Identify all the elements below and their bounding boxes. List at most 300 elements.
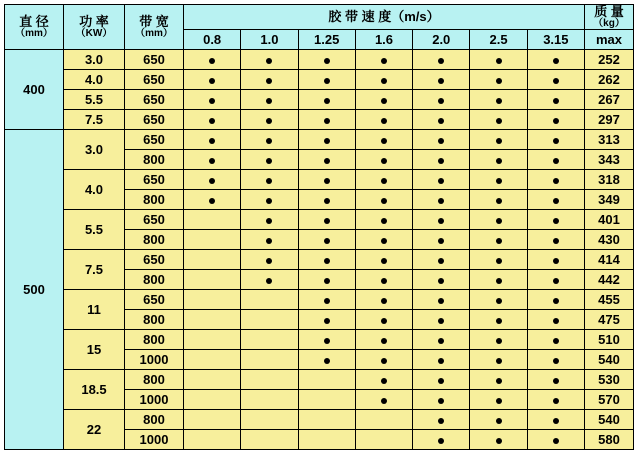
availability-dot-icon: [381, 318, 387, 324]
cell-speed-empty: [184, 350, 241, 370]
availability-dot-icon: [553, 58, 559, 64]
availability-dot-icon: [381, 198, 387, 204]
cell-speed-empty: [241, 350, 298, 370]
cell-speed-available: [241, 130, 298, 150]
cell-speed-available: [413, 210, 470, 230]
header-mass-label: 质 量: [594, 4, 624, 19]
cell-speed-empty: [184, 210, 241, 230]
availability-dot-icon: [266, 58, 272, 64]
availability-dot-icon: [553, 138, 559, 144]
table-body: [5, 50, 634, 450]
availability-dot-icon: [496, 298, 502, 304]
cell-speed-available: [241, 170, 298, 190]
availability-dot-icon: [496, 398, 502, 404]
cell-speed-available: [470, 330, 527, 350]
table-row: [5, 330, 634, 350]
availability-dot-icon: [496, 238, 502, 244]
cell-speed-available: [470, 350, 527, 370]
cell-speed-available: [527, 130, 584, 150]
availability-dot-icon: [438, 118, 444, 124]
cell-speed-available: [184, 90, 241, 110]
cell-speed-available: [527, 390, 584, 410]
cell-bandwidth: 800: [125, 370, 184, 390]
availability-dot-icon: [209, 118, 215, 124]
cell-speed-available: [298, 330, 355, 350]
cell-power: 3.0: [64, 130, 125, 170]
header-speed-col: 1.6: [355, 30, 412, 50]
cell-speed-available: [470, 270, 527, 290]
cell-speed-available: [355, 210, 412, 230]
cell-speed-empty: [184, 370, 241, 390]
cell-speed-available: [527, 110, 584, 130]
cell-speed-available: [527, 250, 584, 270]
header-diameter-label: 直 径: [19, 14, 49, 29]
availability-dot-icon: [438, 338, 444, 344]
cell-mass: 318: [585, 170, 634, 190]
availability-dot-icon: [381, 358, 387, 364]
cell-speed-available: [298, 270, 355, 290]
cell-speed-available: [298, 130, 355, 150]
cell-speed-available: [413, 110, 470, 130]
availability-dot-icon: [496, 358, 502, 364]
cell-speed-available: [241, 70, 298, 90]
availability-dot-icon: [438, 138, 444, 144]
availability-dot-icon: [324, 58, 330, 64]
cell-speed-available: [470, 190, 527, 210]
cell-mass: 262: [585, 70, 634, 90]
availability-dot-icon: [438, 278, 444, 284]
availability-dot-icon: [381, 378, 387, 384]
availability-dot-icon: [209, 198, 215, 204]
availability-dot-icon: [496, 178, 502, 184]
cell-speed-empty: [184, 290, 241, 310]
cell-mass: 540: [585, 350, 634, 370]
cell-power: 7.5: [64, 250, 125, 290]
availability-dot-icon: [438, 258, 444, 264]
cell-speed-available: [355, 110, 412, 130]
availability-dot-icon: [381, 238, 387, 244]
availability-dot-icon: [553, 118, 559, 124]
cell-speed-available: [413, 190, 470, 210]
cell-speed-available: [413, 250, 470, 270]
cell-power: 4.0: [64, 70, 125, 90]
cell-bandwidth: 800: [125, 310, 184, 330]
table-row: [5, 70, 634, 90]
cell-speed-empty: [184, 230, 241, 250]
availability-dot-icon: [438, 418, 444, 424]
availability-dot-icon: [381, 118, 387, 124]
cell-speed-available: [413, 430, 470, 450]
cell-mass: 510: [585, 330, 634, 350]
cell-speed-available: [241, 150, 298, 170]
cell-speed-available: [241, 210, 298, 230]
cell-power: 22: [64, 410, 125, 450]
cell-bandwidth: 800: [125, 150, 184, 170]
cell-bandwidth: 650: [125, 90, 184, 110]
availability-dot-icon: [324, 178, 330, 184]
availability-dot-icon: [324, 78, 330, 84]
cell-speed-available: [355, 90, 412, 110]
table-row: [5, 370, 634, 390]
availability-dot-icon: [324, 198, 330, 204]
availability-dot-icon: [381, 278, 387, 284]
cell-power: 4.0: [64, 170, 125, 210]
availability-dot-icon: [496, 218, 502, 224]
cell-speed-available: [470, 230, 527, 250]
cell-bandwidth: 650: [125, 110, 184, 130]
availability-dot-icon: [496, 78, 502, 84]
availability-dot-icon: [266, 238, 272, 244]
availability-dot-icon: [496, 418, 502, 424]
cell-speed-available: [355, 370, 412, 390]
availability-dot-icon: [209, 58, 215, 64]
header-power-unit: （KW）: [75, 27, 113, 39]
header-speed-col: 2.0: [413, 30, 470, 50]
cell-speed-available: [413, 410, 470, 430]
availability-dot-icon: [553, 398, 559, 404]
cell-speed-available: [298, 70, 355, 90]
availability-dot-icon: [553, 298, 559, 304]
availability-dot-icon: [553, 218, 559, 224]
cell-speed-available: [413, 170, 470, 190]
availability-dot-icon: [324, 338, 330, 344]
cell-speed-available: [470, 410, 527, 430]
cell-speed-available: [470, 390, 527, 410]
availability-dot-icon: [381, 98, 387, 104]
cell-bandwidth: 800: [125, 410, 184, 430]
availability-dot-icon: [438, 158, 444, 164]
availability-dot-icon: [553, 78, 559, 84]
availability-dot-icon: [438, 298, 444, 304]
cell-speed-empty: [298, 390, 355, 410]
cell-speed-available: [470, 250, 527, 270]
table-row: [5, 90, 634, 110]
availability-dot-icon: [324, 158, 330, 164]
cell-speed-available: [413, 310, 470, 330]
table-row: [5, 170, 634, 190]
cell-speed-available: [241, 230, 298, 250]
availability-dot-icon: [553, 418, 559, 424]
availability-dot-icon: [381, 258, 387, 264]
availability-dot-icon: [553, 358, 559, 364]
cell-speed-available: [527, 310, 584, 330]
availability-dot-icon: [496, 138, 502, 144]
availability-dot-icon: [438, 58, 444, 64]
availability-dot-icon: [266, 278, 272, 284]
availability-dot-icon: [496, 98, 502, 104]
cell-speed-available: [413, 290, 470, 310]
cell-speed-available: [527, 70, 584, 90]
cell-mass: 442: [585, 270, 634, 290]
availability-dot-icon: [266, 218, 272, 224]
availability-dot-icon: [324, 98, 330, 104]
cell-bandwidth: 650: [125, 170, 184, 190]
cell-bandwidth: 650: [125, 290, 184, 310]
cell-power: 11: [64, 290, 125, 330]
cell-speed-available: [241, 190, 298, 210]
cell-diameter: 500: [5, 130, 64, 450]
table-row: [5, 130, 634, 150]
availability-dot-icon: [496, 278, 502, 284]
availability-dot-icon: [496, 378, 502, 384]
availability-dot-icon: [324, 218, 330, 224]
availability-dot-icon: [209, 158, 215, 164]
availability-dot-icon: [209, 78, 215, 84]
cell-power: 7.5: [64, 110, 125, 130]
cell-speed-available: [470, 210, 527, 230]
cell-speed-empty: [184, 410, 241, 430]
availability-dot-icon: [496, 338, 502, 344]
cell-speed-empty: [184, 270, 241, 290]
availability-dot-icon: [553, 178, 559, 184]
header-power: [64, 5, 125, 50]
availability-dot-icon: [266, 98, 272, 104]
cell-mass: 475: [585, 310, 634, 330]
availability-dot-icon: [553, 258, 559, 264]
cell-speed-available: [355, 390, 412, 410]
availability-dot-icon: [496, 318, 502, 324]
availability-dot-icon: [266, 138, 272, 144]
cell-speed-empty: [298, 370, 355, 390]
cell-speed-available: [241, 50, 298, 70]
cell-speed-available: [298, 310, 355, 330]
cell-speed-empty: [241, 330, 298, 350]
cell-speed-available: [298, 230, 355, 250]
cell-speed-available: [470, 290, 527, 310]
cell-speed-available: [184, 110, 241, 130]
cell-speed-available: [184, 170, 241, 190]
cell-bandwidth: 1000: [125, 350, 184, 370]
cell-speed-available: [298, 90, 355, 110]
cell-power: 5.5: [64, 90, 125, 110]
table-row: [5, 410, 634, 430]
header-speed-col: 3.15: [527, 30, 584, 50]
cell-speed-available: [298, 190, 355, 210]
cell-speed-available: [413, 70, 470, 90]
cell-speed-available: [298, 150, 355, 170]
cell-speed-empty: [241, 370, 298, 390]
availability-dot-icon: [266, 78, 272, 84]
cell-bandwidth: 1000: [125, 390, 184, 410]
cell-speed-available: [355, 250, 412, 270]
header-speed-col: 1.25: [298, 30, 355, 50]
cell-mass: 570: [585, 390, 634, 410]
cell-speed-available: [527, 150, 584, 170]
cell-mass: 540: [585, 410, 634, 430]
cell-speed-available: [355, 170, 412, 190]
availability-dot-icon: [324, 298, 330, 304]
availability-dot-icon: [381, 178, 387, 184]
cell-speed-available: [298, 290, 355, 310]
availability-dot-icon: [553, 318, 559, 324]
header-speed-col: 2.5: [470, 30, 527, 50]
cell-speed-available: [527, 90, 584, 110]
availability-dot-icon: [209, 138, 215, 144]
cell-speed-available: [298, 210, 355, 230]
availability-dot-icon: [324, 258, 330, 264]
cell-speed-available: [355, 230, 412, 250]
cell-speed-available: [355, 190, 412, 210]
availability-dot-icon: [438, 78, 444, 84]
cell-speed-empty: [241, 430, 298, 450]
cell-speed-available: [527, 270, 584, 290]
cell-speed-empty: [241, 290, 298, 310]
availability-dot-icon: [381, 78, 387, 84]
cell-speed-available: [470, 130, 527, 150]
header-bandwidth-unit: （mm）: [135, 27, 173, 39]
cell-speed-available: [184, 150, 241, 170]
cell-speed-available: [470, 150, 527, 170]
cell-bandwidth: 650: [125, 50, 184, 70]
availability-dot-icon: [381, 58, 387, 64]
availability-dot-icon: [209, 98, 215, 104]
cell-speed-available: [241, 270, 298, 290]
cell-bandwidth: 800: [125, 270, 184, 290]
cell-speed-available: [241, 110, 298, 130]
availability-dot-icon: [266, 158, 272, 164]
availability-dot-icon: [324, 118, 330, 124]
header-mass-unit: （kg）: [593, 17, 625, 29]
cell-speed-available: [355, 70, 412, 90]
availability-dot-icon: [209, 178, 215, 184]
cell-diameter: 400: [5, 50, 64, 130]
cell-speed-available: [413, 150, 470, 170]
availability-dot-icon: [266, 258, 272, 264]
availability-dot-icon: [324, 138, 330, 144]
availability-dot-icon: [438, 378, 444, 384]
cell-speed-empty: [298, 410, 355, 430]
cell-speed-available: [298, 350, 355, 370]
cell-mass: 414: [585, 250, 634, 270]
availability-dot-icon: [438, 438, 444, 444]
cell-speed-empty: [184, 310, 241, 330]
cell-speed-available: [355, 270, 412, 290]
header-bandwidth-label: 带 宽: [139, 14, 169, 29]
table-row: [5, 210, 634, 230]
availability-dot-icon: [496, 58, 502, 64]
availability-dot-icon: [381, 158, 387, 164]
cell-speed-available: [413, 270, 470, 290]
cell-speed-available: [298, 170, 355, 190]
cell-speed-available: [527, 350, 584, 370]
cell-speed-available: [184, 50, 241, 70]
table-row: [5, 110, 634, 130]
cell-speed-available: [413, 350, 470, 370]
cell-bandwidth: 650: [125, 70, 184, 90]
cell-speed-available: [413, 130, 470, 150]
cell-speed-available: [355, 290, 412, 310]
availability-dot-icon: [553, 438, 559, 444]
cell-speed-available: [470, 310, 527, 330]
availability-dot-icon: [438, 198, 444, 204]
cell-speed-available: [470, 110, 527, 130]
cell-speed-available: [413, 370, 470, 390]
cell-speed-available: [527, 230, 584, 250]
cell-speed-available: [298, 110, 355, 130]
cell-speed-available: [527, 430, 584, 450]
cell-speed-empty: [184, 330, 241, 350]
availability-dot-icon: [553, 158, 559, 164]
cell-mass: 343: [585, 150, 634, 170]
cell-speed-available: [527, 190, 584, 210]
table-header: [5, 5, 634, 50]
cell-mass: 455: [585, 290, 634, 310]
cell-speed-available: [413, 230, 470, 250]
cell-speed-available: [527, 410, 584, 430]
cell-bandwidth: 800: [125, 230, 184, 250]
availability-dot-icon: [381, 218, 387, 224]
header-speed-col: 1.0: [241, 30, 298, 50]
cell-speed-available: [527, 330, 584, 350]
cell-speed-empty: [184, 250, 241, 270]
cell-speed-empty: [241, 390, 298, 410]
cell-bandwidth: 800: [125, 190, 184, 210]
cell-speed-available: [355, 150, 412, 170]
header-speed-col: 0.8: [184, 30, 241, 50]
cell-speed-available: [355, 330, 412, 350]
specification-table: [4, 4, 634, 450]
cell-speed-empty: [355, 410, 412, 430]
table-row: [5, 250, 634, 270]
cell-speed-available: [527, 50, 584, 70]
availability-dot-icon: [438, 398, 444, 404]
table-row: [5, 50, 634, 70]
cell-speed-empty: [184, 430, 241, 450]
cell-speed-available: [413, 390, 470, 410]
cell-speed-empty: [298, 430, 355, 450]
cell-bandwidth: 650: [125, 130, 184, 150]
cell-power: 3.0: [64, 50, 125, 70]
availability-dot-icon: [438, 358, 444, 364]
availability-dot-icon: [381, 138, 387, 144]
cell-mass: 430: [585, 230, 634, 250]
cell-speed-available: [241, 250, 298, 270]
availability-dot-icon: [496, 258, 502, 264]
cell-speed-available: [527, 290, 584, 310]
cell-speed-available: [355, 350, 412, 370]
availability-dot-icon: [553, 238, 559, 244]
availability-dot-icon: [266, 198, 272, 204]
availability-dot-icon: [266, 178, 272, 184]
cell-power: 5.5: [64, 210, 125, 250]
cell-speed-available: [527, 370, 584, 390]
cell-speed-available: [470, 370, 527, 390]
cell-speed-empty: [241, 310, 298, 330]
availability-dot-icon: [496, 158, 502, 164]
cell-bandwidth: 650: [125, 250, 184, 270]
cell-mass: 401: [585, 210, 634, 230]
cell-speed-empty: [355, 430, 412, 450]
availability-dot-icon: [438, 98, 444, 104]
header-diameter-unit: （mm）: [15, 27, 53, 39]
availability-dot-icon: [324, 318, 330, 324]
cell-mass: 267: [585, 90, 634, 110]
availability-dot-icon: [381, 338, 387, 344]
cell-bandwidth: 650: [125, 210, 184, 230]
cell-mass: 349: [585, 190, 634, 210]
cell-speed-empty: [241, 410, 298, 430]
availability-dot-icon: [496, 118, 502, 124]
availability-dot-icon: [553, 98, 559, 104]
cell-speed-available: [298, 50, 355, 70]
cell-speed-available: [355, 310, 412, 330]
cell-speed-available: [184, 190, 241, 210]
cell-speed-available: [470, 70, 527, 90]
availability-dot-icon: [381, 398, 387, 404]
cell-speed-available: [413, 330, 470, 350]
table-row: [5, 290, 634, 310]
cell-mass: 297: [585, 110, 634, 130]
